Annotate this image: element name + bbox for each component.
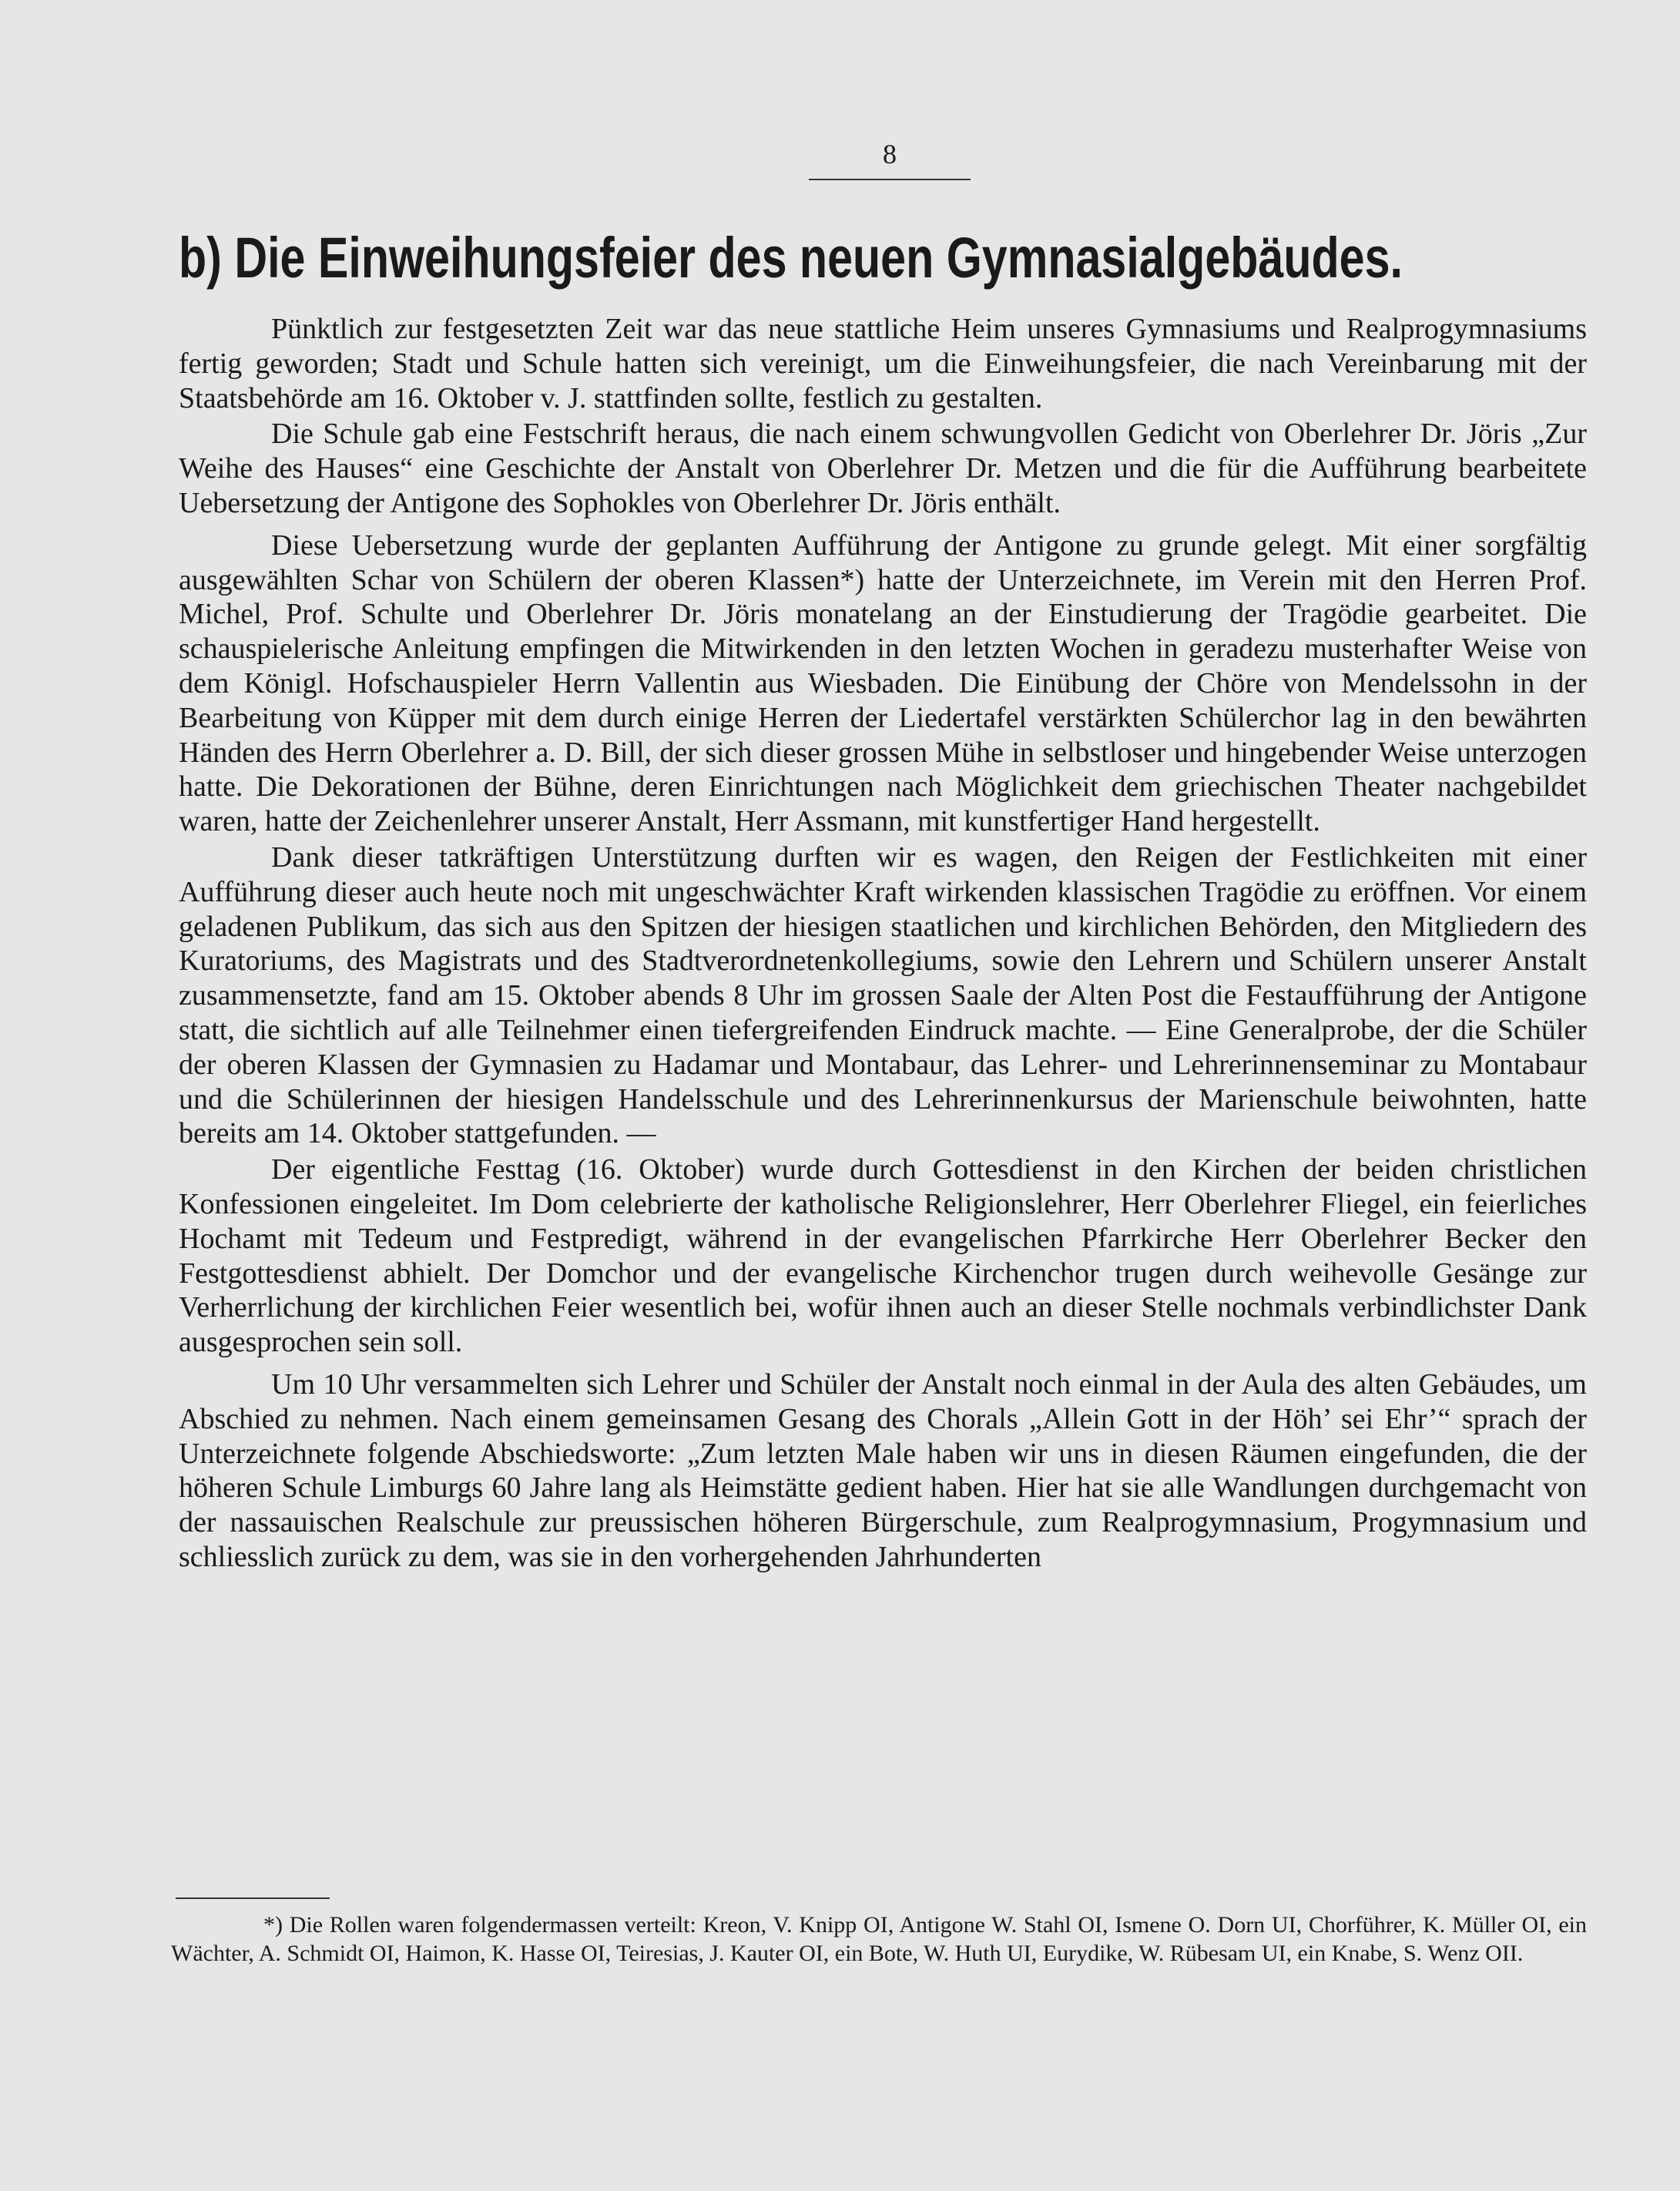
page-number: 8: [883, 139, 897, 169]
paragraph-6: Um 10 Uhr versammelten sich Lehrer und Schüler der Anstalt noch einmal in der Aula des alten Gebäudes, um Abschied zu nehmen. Nach einem gemeinsamen Gesang des Chorals „Allein Gott in der Höh’ sei Ehr’“ sprach der Unterzeichnete folgende Abschiedsworte: „Zum letzten Male haben wir uns in diesen Räumen eingefunden, die der höheren Schule Limburgs 60 Jahre lang als Heimstätte gedient haben. Hier hat sie alle Wandlungen durchgemacht von der nassauischen Realschule zur preussischen höheren Bürgerschule, zum Realprogymnasium, Progymnasium und schliesslich zurück zu dem, was sie in den vorhergehenden Jahrhunderten: [179, 1367, 1587, 1573]
page-number-rule: [809, 179, 971, 180]
body-text: [179, 312, 1587, 1575]
paragraph-2: Die Schule gab eine Festschrift heraus, die nach einem schwungvollen Gedicht von Oberlehrer Dr. Jöris „Zur Weihe des Hauses“ eine Geschichte der Anstalt von Oberlehrer Dr. Metzen und die für die Aufführung bearbeitete Uebersetzung der Antigone des Sophokles von Oberlehrer Dr. Jöris enthält.: [179, 418, 1587, 519]
paragraph-1: Pünktlich zur festgesetzten Zeit war das neue stattliche Heim unseres Gymnasiums und Realprogymnasiums fertig geworden; Stadt und Schule hatten sich vereinigt, um die Einweihungsfeier, die nach Vereinbarung mit der Staatsbehörde am 16. Oktober v. J. stattfinden sollte, festlich zu gestalten.: [179, 313, 1587, 414]
footnote-rule: [176, 1897, 330, 1899]
section-heading: b) Die Einweihungsfeier des neuen Gymnasialgebäudes.: [179, 226, 1403, 290]
footnote: *) Die Rollen waren folgendermassen verteilt: Kreon, V. Knipp OI, Antigone W. Stahl OI, Ismene O. Dorn UI, Chorführer, K. Müller OI, ein Wächter, A. Schmidt OI, Haimon, K. Hasse OI, Teiresias, J. Kauter OI, ein Bote, W. Huth UI, Eurydike, W. Rübesam UI, ein Knabe, S. Wenz OII.: [171, 1912, 1587, 1966]
paragraph-4: Dank dieser tatkräftigen Unterstützung durften wir es wagen, den Reigen der Festlichkeiten mit einer Aufführung dieser auch heute noch mit ungeschwächter Kraft wirkenden klassischen Tragödie zu eröffnen. Vor einem geladenen Publikum, das sich aus den Spitzen der hiesigen staatlichen und kirchlichen Behörden, den Mitgliedern des Kuratoriums, des Magistrats und des Stadtverordnetenkollegiums, sowie den Lehrern und Schülern unserer Anstalt zusammensetzte, fand am 15. Oktober abends 8 Uhr im grossen Saale der Alten Post die Festaufführung der Antigone statt, die sichtlich auf alle Teilnehmer einen tiefergreifenden Eindruck machte. — Eine Generalprobe, der die Schüler der oberen Klassen der Gymnasien zu Hadamar und Montabaur, das Lehrer- und Lehrerinnenseminar zu Montabaur und die Schülerinnen der hiesigen Handelsschule und des Lehrerinnenkursus der Marienschule beiwohnten, hatte bereits am 14. Oktober stattgefunden. —: [179, 840, 1587, 1150]
paragraph-5: Der eigentliche Festtag (16. Oktober) wurde durch Gottesdienst in den Kirchen der beiden christlichen Konfessionen eingeleitet. Im Dom celebrierte der katholische Religionslehrer, Herr Oberlehrer Fliegel, ein feierliches Hochamt mit Tedeum und Festpredigt, während in der evangelischen Pfarrkirche Herr Oberlehrer Becker den Festgottesdienst abhielt. Der Domchor und der evangelische Kirchenchor trugen durch weihevolle Gesänge zur Verherrlichung der kirchlichen Feier wesentlich bei, wofür ihnen auch an dieser Stelle nochmals verbindlichster Dank ausgesprochen sein soll.: [179, 1153, 1587, 1359]
paragraph-3: Diese Uebersetzung wurde der geplanten Aufführung der Antigone zu grunde gelegt. Mit einer sorgfältig ausgewählten Schar von Schülern der oberen Klassen*) hatte der Unterzeichnete, im Verein mit den Herren Prof. Michel, Prof. Schulte und Oberlehrer Dr. Jöris monatelang an der Einstudierung der Tragödie gearbeitet. Die schauspielerische Anleitung empfingen die Mitwirkenden in den letzten Wochen in geradezu musterhafter Weise von dem Königl. Hofschauspieler Herrn Vallentin aus Wiesbaden. Die Einübung der Chöre von Mendelssohn in der Bearbeitung von Küpper mit dem durch einige Herren der Liedertafel verstärkten Schülerchor lag in den bewährten Händen des Herrn Oberlehrer a. D. Bill, der sich dieser grossen Mühe in selbstloser und hingebender Weise unterzogen hatte. Die Dekorationen der Bühne, deren Einrichtungen nach Möglichkeit dem griechischen Theater nachgebildet waren, hatte der Zeichenlehrer unserer Anstalt, Herr Assmann, mit kunstfertiger Hand hergestellt.: [179, 528, 1587, 838]
